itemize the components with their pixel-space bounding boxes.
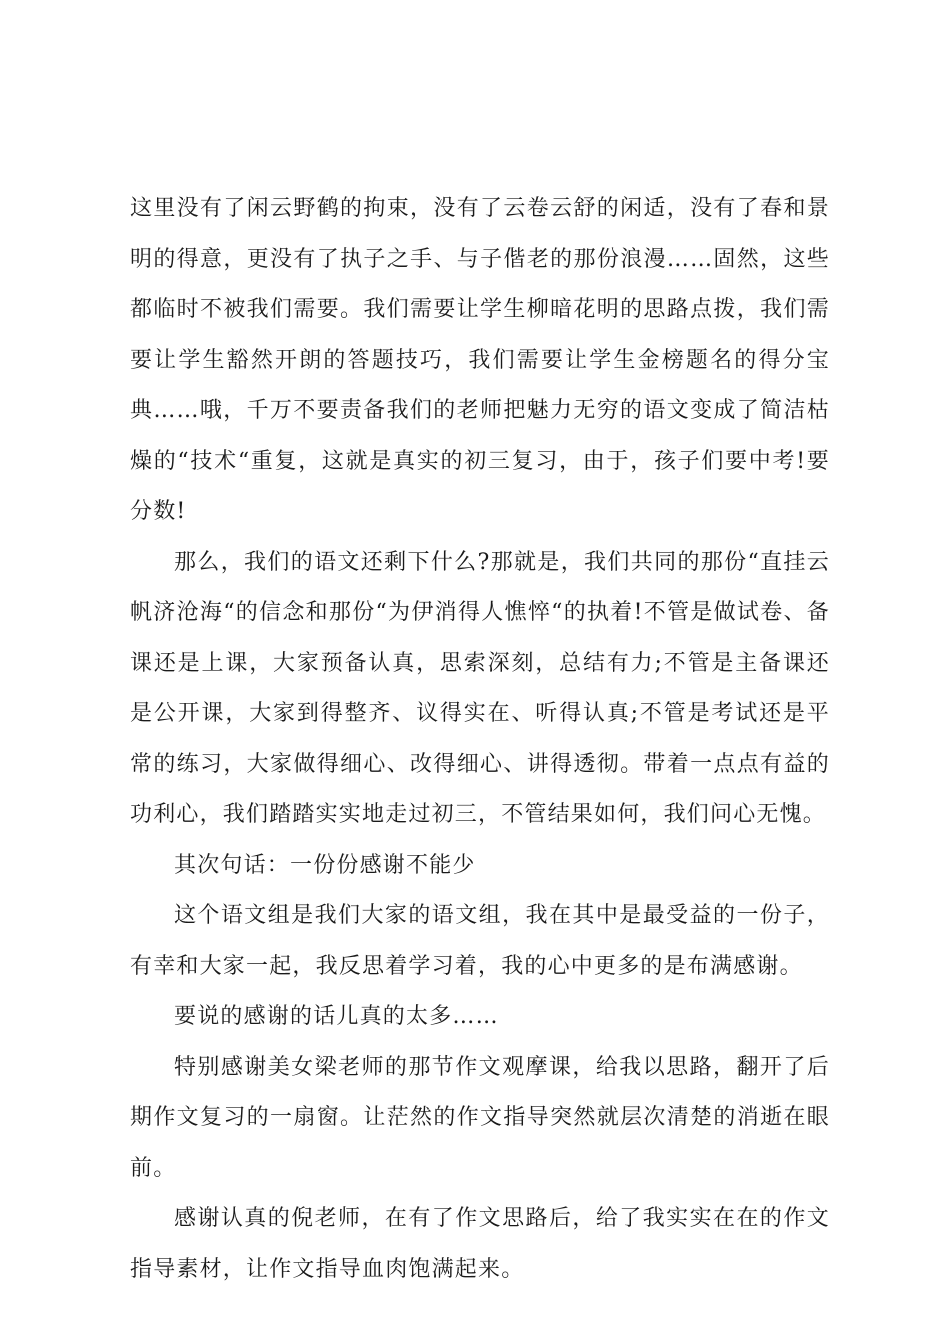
paragraph-1: 这里没有了闲云野鹤的拘束，没有了云卷云舒的闲适，没有了春和景明的得意，更没有了执子之手、与子偕老的那份浪漫……固然，这些都临时不被我们需要。我们需要让学生柳暗花明的思路点拨，我们需要让学生豁然开朗的答题技巧，我们需要让学生金榜题名的得分宝典……哦，千万不要责备我们的老师把魅力无穷的语文变成了简洁枯燥的“技术“重复，这就是真实的初三复习，由于，孩子们要中考!要分数! bbox=[130, 196, 830, 524]
paragraph-3: 这个语文组是我们大家的语文组，我在其中是最受益的一份子，有幸和大家一起，我反思着学习着，我的心中更多的是布满感谢。 bbox=[130, 903, 830, 979]
paragraph-6: 感谢认真的倪老师，在有了作文思路后，给了我实实在在的作文指导素材，让作文指导血肉饱满起来。 bbox=[130, 1206, 830, 1282]
document-body bbox=[130, 184, 830, 1295]
paragraph-4: 要说的感谢的话儿真的太多…… bbox=[174, 1004, 499, 1029]
paragraph-2: 那么，我们的语文还剩下什么?那就是，我们共同的那份“直挂云帆济沧海“的信念和那份“为伊消得人憔悴“的执着!不管是做试卷、备课还是上课，大家预备认真，思索深刻，总结有力;不管是主备课还是公开课，大家到得整齐、议得实在、听得认真;不管是考试还是平常的练习，大家做得细心、改得细心、讲得透彻。带着一点点有益的功利心，我们踏踏实实地走过初三，不管结果如何，我们问心无愧。 bbox=[130, 549, 830, 827]
paragraph-5: 特别感谢美女梁老师的那节作文观摩课，给我以思路，翻开了后期作文复习的一扇窗。让茫然的作文指导突然就层次清楚的消逝在眼前。 bbox=[130, 1054, 830, 1181]
section-heading: 其次句话：一份份感谢不能少 bbox=[174, 852, 476, 878]
